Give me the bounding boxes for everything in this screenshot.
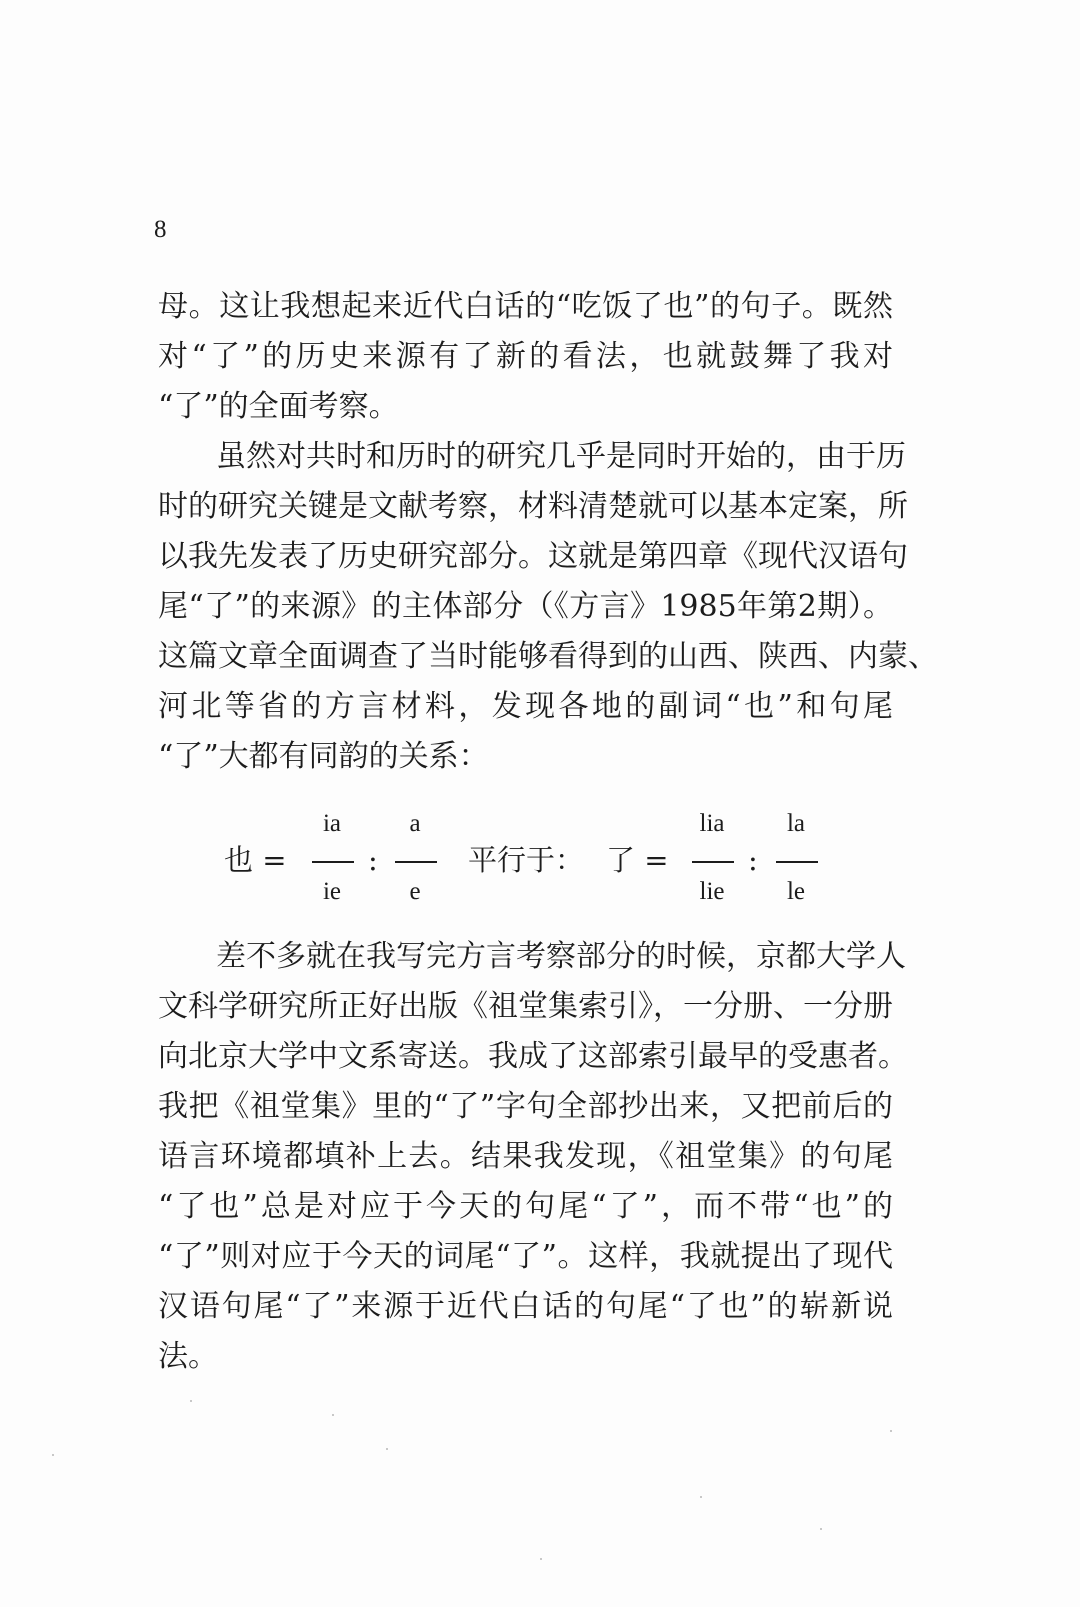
formula-right-term: 了 = — [606, 843, 669, 877]
text-line: 这篇文章全面调查了当时能够看得到的山西、陕西、内蒙、 — [158, 639, 938, 674]
text-line: 法。 — [158, 1339, 218, 1374]
text-line: “了”大都有同韵的关系： — [158, 739, 489, 774]
formula-numerator: la — [786, 810, 806, 837]
formula-colon: : — [368, 843, 378, 877]
text-line: “了”的全面考察。 — [158, 389, 399, 424]
formula-left-term: 也 = — [224, 843, 287, 877]
fraction-bar — [776, 861, 818, 863]
text-line: 语言环境都填补上去。结果我发现，《祖堂集》的句尾 — [158, 1139, 893, 1174]
scan-speck — [52, 1454, 54, 1456]
text-line: 向北京大学中文系寄送。我成了这部索引最早的受惠者。 — [158, 1039, 908, 1074]
formula-denominator: le — [786, 878, 806, 905]
text-line: 时的研究关键是文献考察，材料清楚就可以基本定案，所 — [158, 489, 908, 524]
formula-colon: : — [748, 843, 758, 877]
fraction-bar — [312, 861, 354, 863]
text-line: 差不多就在我写完方言考察部分的时候，京都大学人 — [216, 939, 906, 974]
formula-denominator: lie — [699, 878, 725, 905]
text-line: 文科学研究所正好出版《祖堂集索引》，一分册、一分册 — [158, 989, 893, 1024]
text-line: “了也”总是对应于今天的句尾“了”，而不带“也”的 — [158, 1189, 893, 1224]
formula-numerator: ia — [322, 810, 342, 837]
formula-denominator: ie — [322, 878, 342, 905]
text-line: 对“了”的历史来源有了新的看法，也就鼓舞了我对 — [158, 339, 893, 374]
text-line: 汉语句尾“了”来源于近代白话的句尾“了也”的崭新说 — [158, 1289, 893, 1324]
text-line: 河北等省的方言材料，发现各地的副词“也”和句尾 — [158, 689, 893, 724]
scan-speck — [386, 1448, 388, 1450]
text-line: 尾“了”的来源》的主体部分（《方言》1985年第2期）。 — [158, 589, 893, 624]
fraction-bar — [395, 861, 437, 863]
formula-denominator: e — [409, 878, 421, 905]
formula-numerator: lia — [699, 810, 725, 837]
scan-speck — [332, 1414, 334, 1416]
formula-numerator: a — [409, 810, 421, 837]
scan-speck — [700, 1496, 702, 1498]
fraction-bar — [692, 861, 734, 863]
scan-speck — [540, 1558, 542, 1560]
text-line: 母。这让我想起来近代白话的“吃饭了也”的句子。既然 — [158, 289, 893, 324]
scan-speck — [190, 1400, 192, 1402]
text-line: 以我先发表了历史研究部分。这就是第四章《现代汉语句 — [158, 539, 908, 574]
scan-speck — [890, 1430, 892, 1432]
text-line: 我把《祖堂集》里的“了”字句全部抄出来，又把前后的 — [158, 1089, 893, 1124]
rhyme-formula — [0, 805, 1080, 920]
text-line: “了”则对应于今天的词尾“了”。这样，我就提出了现代 — [158, 1239, 893, 1274]
page-number: 8 — [154, 216, 167, 243]
text-line: 虽然对共时和历时的研究几乎是同时开始的，由于历 — [216, 439, 906, 474]
scan-speck — [820, 1528, 822, 1530]
formula-middle-text: 平行于： — [468, 843, 585, 877]
